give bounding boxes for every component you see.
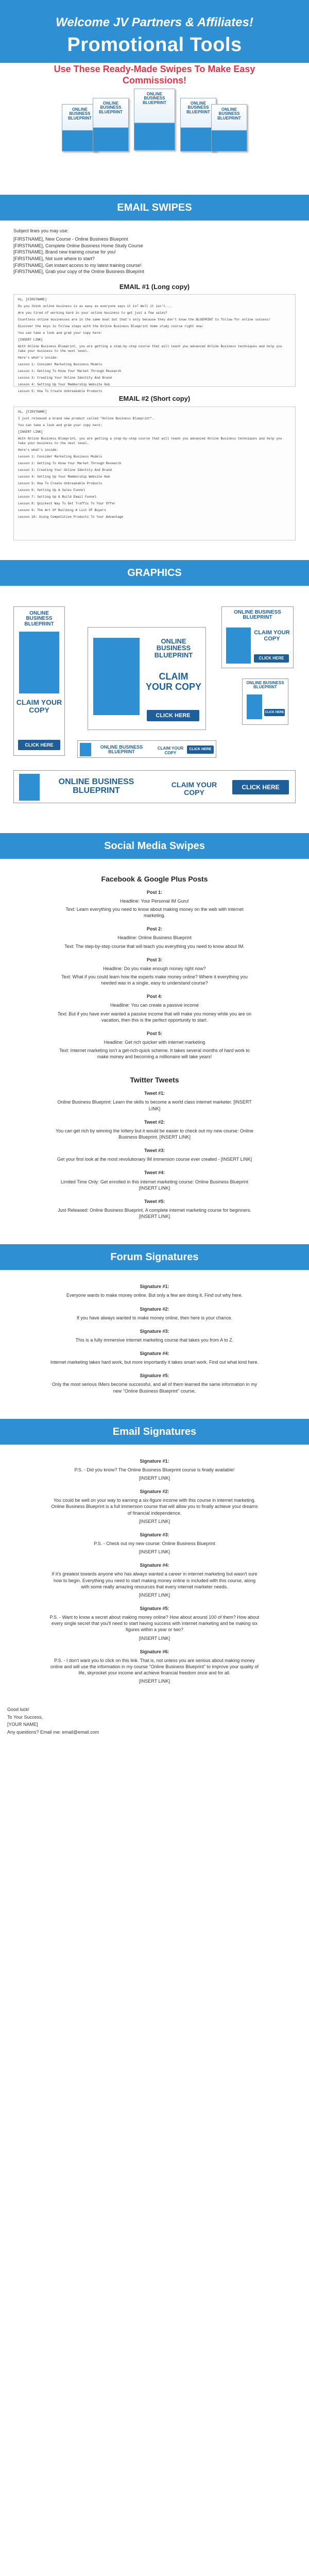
email-paragraph: You can take a look and grab your copy here: (18, 331, 102, 335)
signature-link: [INSERT LINK] (139, 1592, 170, 1598)
banner-product-image (93, 638, 140, 715)
tweet (13, 1147, 296, 1162)
banner-claim: CLAIM YOUR COPY (16, 698, 62, 715)
closing-line: To Your Success, (7, 1714, 43, 1720)
signature-label: Signature #5: (140, 1606, 169, 1612)
email-swipes-section (0, 221, 309, 548)
product-box-title: ONLINE BUSINESS BLUEPRINT (186, 101, 210, 114)
email-paragraph: Lesson 1: Consider Marketing Business Models (18, 454, 102, 459)
post-text: Text: The step-by-step course that will teach you everything you need to know about IM. (64, 943, 245, 949)
subject-line: [FIRSTNAME], Brand new training course for you! (13, 249, 116, 255)
signature-text: P.S. - Check out my new course: Online Business Blueprint (94, 1541, 215, 1547)
hero-kicker: Welcome JV Partners & Affiliates! (56, 15, 253, 29)
banner-brand: ONLINE BUSINESS BLUEPRINT (58, 777, 134, 795)
banner-brand: ONLINE BUSINESS BLUEPRINT (100, 744, 143, 755)
signature-text: Internet marketing takes hard work, but more importantly it takes smart work. Find out what kind here. (50, 1360, 259, 1365)
banner-cta-button[interactable]: CLICK HERE (18, 740, 60, 750)
banner-product-image (19, 774, 40, 801)
signature-link: [INSERT LINK] (139, 1476, 170, 1481)
email-paragraph: Lesson 2: Getting To Know Your Market Through Research (18, 461, 122, 465)
closing-line: Any questions? Email me: email@email.com (7, 1729, 99, 1735)
email-paragraph: Lesson 5: How To Create Unbreakable Products (18, 481, 102, 485)
email-swipes-header: EMAIL SWIPES (0, 195, 309, 221)
banner-product-image (19, 632, 59, 693)
tweet-label: Tweet #1: (144, 1091, 165, 1096)
post-label: Post 5: (146, 1030, 162, 1036)
signature-text: P.S. - I don't want you to click on this link. That is, not unless you are serious about making money online and will use the information in my course "Online Business Blueprint" to improve your quality of life, skyrocket your income and achieve financial freedom once and for all. (50, 1657, 259, 1676)
banner-cta-button[interactable]: CLICK HERE (264, 709, 285, 716)
email-paragraph: Lesson 3: Creating Your Online Identity And Brand (18, 376, 112, 380)
leaderboard-banner[interactable] (13, 770, 296, 803)
tweet-label: Tweet #2: (144, 1119, 165, 1125)
hero-subtitle: Use These Ready-Made Swipes To Make Easy Commissions! (54, 64, 255, 86)
banner-product-image (247, 694, 262, 719)
post-text: Text: What if you could learn how the experts make money online? Where it everything you needed was in a single, easy to understand course? (61, 974, 248, 986)
twitter-tweets-list (13, 1090, 296, 1219)
subject-lines-intro: Subject lines you may use: (13, 228, 69, 233)
signature-label: Signature #3: (140, 1532, 169, 1537)
forum-signatures-section (0, 1270, 309, 1409)
hero-section (0, 0, 309, 165)
banner-claim: CLAIM YOUR COPY (157, 745, 184, 755)
email-1-copy-box[interactable] (13, 294, 296, 394)
banner-cta-button[interactable]: CLICK HERE (147, 710, 199, 721)
email-paragraph: Lesson 6: Setting Up A Sales Funnel (18, 488, 85, 492)
banner-claim: CLAIM YOUR COPY (145, 671, 202, 692)
signature-text: Everyone wants to make money online. But only a few are doing it. Find out why here. (66, 1293, 243, 1298)
forum-signatures-header: Forum Signatures (0, 1244, 309, 1270)
email-paragraph: I just released a brand new product called "Online Business Blueprint". (18, 416, 154, 420)
email-paragraph: Discover the keys to follow steps with the Online Business Blueprint home study course right now: (18, 325, 204, 329)
email-signature (13, 1532, 296, 1555)
product-box-title: ONLINE BUSINESS BLUEPRINT (99, 101, 123, 114)
square-banner[interactable] (88, 627, 206, 730)
email-signature (13, 1562, 296, 1598)
signature-label: Signature #2: (140, 1489, 169, 1495)
email-signature (13, 1649, 296, 1685)
post-label: Post 3: (146, 957, 162, 962)
skyscraper-banner[interactable] (13, 606, 65, 756)
email-paragraph: With Online Business Blueprint, you are getting a step-by-step course that will teach you advanced Online Business techniques and help you take your business to the next level. (18, 345, 282, 353)
signature-label: Signature #4: (140, 1351, 169, 1357)
signature-label: Signature #6: (140, 1649, 169, 1654)
facebook-posts-heading: Facebook & Google Plus Posts (101, 874, 208, 883)
spacer (0, 1234, 309, 1244)
facebook-post (13, 926, 296, 949)
closing-section (0, 1699, 309, 1746)
banner-claim: CLAIM YOUR COPY (171, 780, 217, 797)
banner-product-image (226, 628, 251, 664)
spacer (0, 165, 309, 195)
tweet-text: You can get rich by winning the lottery but it would be easier to check out my new course: Online Business Blueprint. [INSERT LINK] (56, 1128, 253, 1140)
email-paragraph: Lesson 8: Quickest Way To Get Traffic To Your Offer (18, 501, 116, 505)
social-media-section (0, 859, 309, 1234)
twitter-tweets-heading: Twitter Tweets (130, 1076, 179, 1084)
banner-brand: ONLINE BUSINESS BLUEPRINT (246, 680, 284, 690)
tweet-text: Online Business Blueprint: Learn the skills to become a world class internet marketer. [INSERT LINK] (57, 1099, 252, 1111)
signature-text: If it's greatest towards anyone who has always wanted a career in internet marketing but wasn't sure how to begin. Everything you need to start making money online is included with this course, along with some really amazing resources that every internet marketer needs. (52, 1571, 258, 1589)
email-2-heading: EMAIL #2 (Short copy) (118, 395, 191, 403)
post-headline: Headline: You can create a passive income (110, 1003, 199, 1008)
facebook-post (13, 889, 296, 919)
signature-link: [INSERT LINK] (139, 1635, 170, 1641)
facebook-posts-list (13, 889, 296, 1060)
product-box (93, 98, 129, 151)
post-label: Post 1: (146, 889, 162, 895)
spacer (0, 548, 309, 560)
forum-signature (13, 1328, 296, 1343)
tweet (13, 1090, 296, 1111)
email-2-copy-box[interactable] (13, 406, 296, 540)
email-paragraph: Hi, [FIRSTNAME] (18, 410, 47, 414)
email-paragraph: Lesson 5: How To Create Unbreakable Products (18, 389, 102, 394)
tweet-text: Get your first look at the most revolutionary IM immersion course ever created - [INSERT LINK] (57, 1157, 252, 1162)
tweet-label: Tweet #5: (144, 1198, 165, 1204)
facebook-post (13, 993, 296, 1023)
subject-line: [FIRSTNAME], New Course - Online Business Blueprint (13, 236, 128, 242)
spacer (0, 1409, 309, 1419)
email-paragraph: Lesson 4: Setting Up Your Membership Website Hub (18, 383, 110, 387)
banner-brand: ONLINE BUSINESS BLUEPRINT (24, 610, 54, 627)
post-text: Text: Internet marketing isn't a get-rich-quick scheme. It takes several months of hard work to make money and becoming a millionaire will take years! (59, 1048, 250, 1060)
product-box (211, 104, 247, 151)
email-paragraph: Lesson 9: The Art Of Building A List Of Buyers (18, 508, 106, 512)
closing-line: [YOUR NAME] (7, 1722, 38, 1727)
email-signature (13, 1458, 296, 1481)
banner-cta-button[interactable]: CLICK HERE (254, 654, 289, 663)
email-paragraph: You can take a look and grab your copy here: (18, 423, 102, 427)
tweet-label: Tweet #4: (144, 1170, 165, 1176)
subject-line: [FIRSTNAME], Grab your copy of the Online Business Blueprint (13, 269, 145, 275)
tweet (13, 1170, 296, 1191)
tweet-text: Just Released: Online Business Blueprint. A complete internet marketing course for beginners. [INSERT LINK] (58, 1207, 251, 1219)
small-square-banner[interactable] (242, 679, 288, 725)
banner-claim: CLAIM YOUR COPY (254, 629, 290, 642)
banner-cta-button[interactable]: CLICK HERE (232, 780, 289, 794)
leaderboard-banner-small[interactable] (77, 740, 216, 758)
subject-line: [FIRSTNAME], Not sure where to start? (13, 256, 95, 261)
forum-signature (13, 1372, 296, 1394)
post-text: Text: But if you have ever wanted a passive income that will make you money while you are on vacation, then this is the perfect opportunity to start. (57, 1011, 252, 1023)
email-paragraph: Lesson 7: Setting Up & Build Email Funnel (18, 495, 97, 499)
product-box-title: ONLINE BUSINESS BLUEPRINT (217, 107, 241, 121)
signature-text: Only the most serious IMers become successful, and all of them learned the same information in my new "Online Business Blueprint" course. (52, 1382, 258, 1394)
signature-link: [INSERT LINK] (139, 1679, 170, 1684)
signature-label: Signature #2: (140, 1306, 169, 1312)
email-paragraph: Lesson 3: Creating Your Online Identity And Brand (18, 468, 112, 472)
closing-line: Good luck! (7, 1707, 30, 1713)
signature-text: P.S. - Did you know? The Online Business Blueprint course is finally available! (74, 1467, 235, 1472)
email-paragraph: Here's what's inside: (18, 356, 58, 360)
forum-signature (13, 1350, 296, 1365)
post-headline: Headline: Get rich quicker with internet marketing (104, 1039, 205, 1045)
email-paragraph: Hi, [FIRSTNAME] (18, 298, 47, 302)
email-paragraph: Lesson 1: Consider Marketing Business Models (18, 363, 102, 367)
post-headline: Headline: Your Personal IM Guru! (119, 898, 190, 904)
signature-label: Signature #1: (140, 1284, 169, 1290)
tweet-text: Limited Time Only: Get enrolled in this internet marketing course: Online Business Blueprint [INSERT LINK] (60, 1179, 249, 1191)
email-paragraph: Are you tired of working hard in your online business to get just a few sales? (18, 311, 167, 315)
signature-text: If you have always wanted to make money online, then here is your chance. (76, 1315, 233, 1320)
banner-cta-button[interactable]: CLICK HERE (187, 745, 214, 754)
social-media-header: Social Media Swipes (0, 833, 309, 859)
signature-label: Signature #4: (140, 1563, 169, 1568)
facebook-post (13, 1030, 296, 1060)
email-signatures-header: Email Signatures (0, 1419, 309, 1445)
email-paragraph: Do you think online business is as easy as everyone says it is? Well it isn't... (18, 304, 171, 309)
product-box-title: ONLINE BUSINESS BLUEPRINT (68, 107, 92, 121)
email-signature (13, 1605, 296, 1641)
signature-text: P.S. - Want to know a secret about making money online? How about around 100 of them? How about every single secret that you'll need to start having success with internet marketing and be making six figures within a year or two? (49, 1615, 260, 1633)
post-label: Post 2: (146, 926, 162, 932)
email-signatures-section (0, 1445, 309, 1699)
email-paragraph: Countless online businesses are in the same boat but that's only because they don't know the BLUEPRINT to follow for online success! (18, 318, 271, 322)
graphics-header: GRAPHICS (0, 560, 309, 586)
email-paragraph: [INSERT LINK] (18, 338, 43, 342)
signature-link: [INSERT LINK] (139, 1549, 170, 1555)
subject-lines-list (13, 236, 296, 275)
subject-line: [FIRSTNAME], Get instant access to my latest training course! (13, 262, 142, 268)
signature-link: [INSERT LINK] (139, 1518, 170, 1524)
tweet (13, 1198, 296, 1219)
forum-signature (13, 1283, 296, 1298)
email-paragraph: Here's what's inside: (18, 448, 58, 452)
post-headline: Headline: Do you make enough money right now? (103, 965, 206, 971)
signature-label: Signature #1: (140, 1458, 169, 1464)
tweet (13, 1119, 296, 1140)
product-bundle-image (62, 89, 247, 161)
forum-signature (13, 1306, 296, 1321)
email-paragraph: With Online Business Blueprint, you are getting a step-by-step course that will teach you advanced Online Business techniques and help you take your business to the next level. (18, 436, 282, 445)
product-box (134, 89, 175, 150)
email-1-heading: EMAIL #1 (Long copy) (119, 282, 190, 291)
email-paragraph: Lesson 4: Setting Up Your Membership Website Hub (18, 474, 110, 479)
email-paragraph: Lesson 2: Getting To Know Your Market Through Research (18, 369, 122, 374)
rectangle-banner[interactable] (221, 606, 294, 668)
banner-brand: ONLINE BUSINESS BLUEPRINT (154, 637, 193, 659)
signature-label: Signature #3: (140, 1328, 169, 1334)
product-box-title: ONLINE BUSINESS BLUEPRINT (143, 92, 166, 105)
post-headline: Headline: Online Business Blueprint (117, 935, 192, 941)
signature-label: Signature #5: (140, 1373, 169, 1379)
spacer (0, 812, 309, 833)
email-signature (13, 1488, 296, 1524)
post-text: Text: Learn everything you need to know about making money on the web with internet marketing. (65, 906, 244, 919)
facebook-post (13, 957, 296, 987)
email-paragraph: Lesson 10: Using Competitive Products To Your Advantage (18, 515, 124, 519)
signature-text: This is a fully immersive internet marketing course that takes you from A to Z. (75, 1337, 234, 1343)
email-paragraph: [INSERT LINK] (18, 430, 43, 434)
banner-brand: ONLINE BUSINESS BLUEPRINT (234, 609, 281, 621)
subject-line: [FIRSTNAME], Complete Online Business Home Study Course (13, 243, 143, 248)
tweet-label: Tweet #3: (144, 1148, 165, 1154)
signature-text: You could be well on your way to earning a six-figure income with this course in internet marketing. Online Business Blueprint is a full immersion course that will allow you to finally achieve your dreams of financial independence. (51, 1498, 258, 1516)
post-label: Post 4: (146, 994, 162, 999)
hero-title: Promotional Tools (67, 34, 242, 56)
graphics-section (0, 586, 309, 812)
banner-product-image (80, 743, 91, 756)
